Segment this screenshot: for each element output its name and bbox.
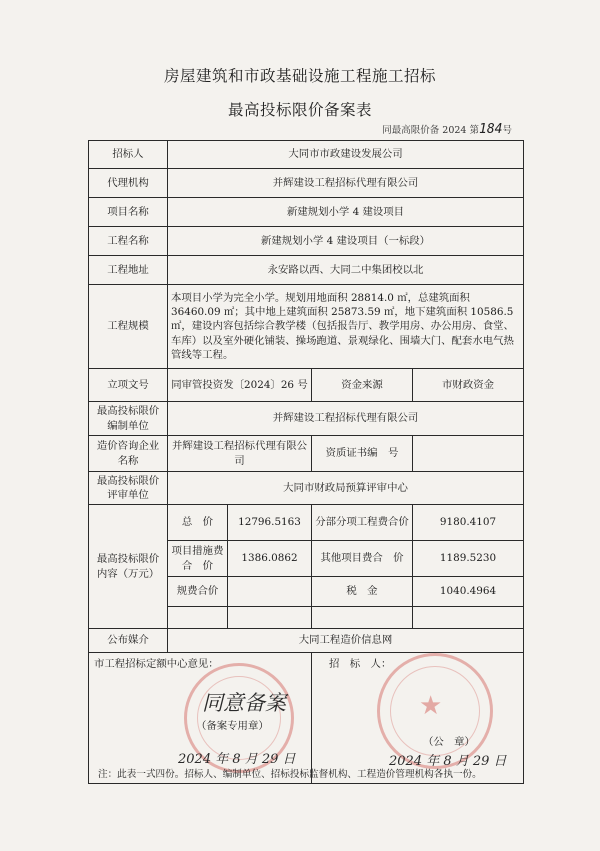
center-opinion-handwritten: 同意备案 bbox=[202, 691, 286, 715]
label-consult: 造价咨询企业名称 bbox=[89, 436, 168, 472]
tenderer-seal-note: （公 章） bbox=[423, 736, 475, 748]
label-cert: 资质证书编 号 bbox=[312, 436, 413, 472]
value-cert bbox=[413, 436, 524, 472]
footnote: 注：此表一式四份。招标人、编制单位、招标投标监督机构、工程造价管理机构各执一份。 bbox=[98, 769, 482, 780]
title-line-1: 房屋建筑和市政基础设施工程施工招标 bbox=[163, 67, 436, 85]
record-number bbox=[382, 122, 512, 137]
value-tenderer: 大同市市政建设发展公司 bbox=[168, 141, 524, 169]
record-prefix: 同最高限价备 2024 第 bbox=[382, 125, 479, 136]
label-agency: 代理机构 bbox=[89, 169, 168, 198]
label-other: 其他项目费合 价 bbox=[312, 541, 413, 577]
value-scale: 本项目小学为完全小学。规划用地面积 28814.0 ㎡，总建筑面积 36460.09 ㎡；其中地上建筑面积 25873.59 ㎡，地下建筑面积 10586.5 ㎡，建设内容包括综合教学楼（包括报告厅、教学用房、办公用房、食堂、车库）以及室外硬化铺装、操场跑道、景观绿化、围墙大门、配套水电气热管线等工程。 bbox=[168, 285, 524, 369]
record-table bbox=[88, 140, 524, 784]
value-approval: 同审管投资发〔2024〕26 号 bbox=[168, 369, 312, 402]
label-fees: 规费合价 bbox=[168, 577, 228, 607]
record-suffix: 号 bbox=[502, 125, 512, 136]
label-review: 最高投标限价评审单位 bbox=[89, 472, 168, 505]
center-opinion-cell bbox=[89, 653, 312, 784]
label-tenderer: 招标人 bbox=[89, 141, 168, 169]
label-publish: 公布媒介 bbox=[89, 629, 168, 653]
value-publish: 大同工程造价信息网 bbox=[168, 629, 524, 653]
tenderer-sign-cell bbox=[312, 653, 524, 784]
value-consult: 并辉建设工程招标代理有限公司 bbox=[168, 436, 312, 472]
value-fees bbox=[228, 577, 312, 607]
label-compiler: 最高投标限价编制单位 bbox=[89, 402, 168, 436]
center-opinion-label: 市工程招标定额中心意见： bbox=[94, 658, 219, 670]
tenderer-sign-label: 招 标 人： bbox=[329, 658, 392, 670]
center-seal-note: （备案专用章） bbox=[196, 720, 269, 732]
value-total: 12796.5163 bbox=[228, 505, 312, 541]
tenderer-date: 2024 年 8 月 29 日 bbox=[389, 754, 507, 769]
value-subitem: 9180.4107 bbox=[413, 505, 524, 541]
center-date: 2024 年 8 月 29 日 bbox=[178, 752, 296, 767]
label-subitem: 分部分项工程费合价 bbox=[312, 505, 413, 541]
title-line-2: 最高投标限价备案表 bbox=[227, 101, 372, 119]
value-review: 大同市财政局预算评审中心 bbox=[168, 472, 524, 505]
value-fund: 市财政资金 bbox=[413, 369, 524, 402]
label-approval: 立项文号 bbox=[89, 369, 168, 402]
label-project: 项目名称 bbox=[89, 198, 168, 227]
label-measures: 项目措施费合 价 bbox=[168, 541, 228, 577]
value-project: 新建规划小学 4 建设项目 bbox=[168, 198, 524, 227]
value-tax: 1040.4964 bbox=[413, 577, 524, 607]
value-measures: 1386.0862 bbox=[228, 541, 312, 577]
label-total: 总 价 bbox=[168, 505, 228, 541]
value-works: 新建规划小学 4 建设项目（一标段） bbox=[168, 227, 524, 256]
label-site: 工程地址 bbox=[89, 256, 168, 285]
seal-star-icon: ★ bbox=[419, 691, 443, 721]
label-fund: 资金来源 bbox=[312, 369, 413, 402]
record-no-handwritten: 184 bbox=[479, 122, 503, 137]
value-agency: 并辉建设工程招标代理有限公司 bbox=[168, 169, 524, 198]
value-compiler: 并辉建设工程招标代理有限公司 bbox=[168, 402, 524, 436]
label-tax: 税 金 bbox=[312, 577, 413, 607]
label-works: 工程名称 bbox=[89, 227, 168, 256]
label-scale: 工程规模 bbox=[89, 285, 168, 369]
value-site: 永安路以西、大同二中集团校以北 bbox=[168, 256, 524, 285]
value-other: 1189.5230 bbox=[413, 541, 524, 577]
label-price-content: 最高投标限价内容（万元） bbox=[89, 505, 168, 629]
